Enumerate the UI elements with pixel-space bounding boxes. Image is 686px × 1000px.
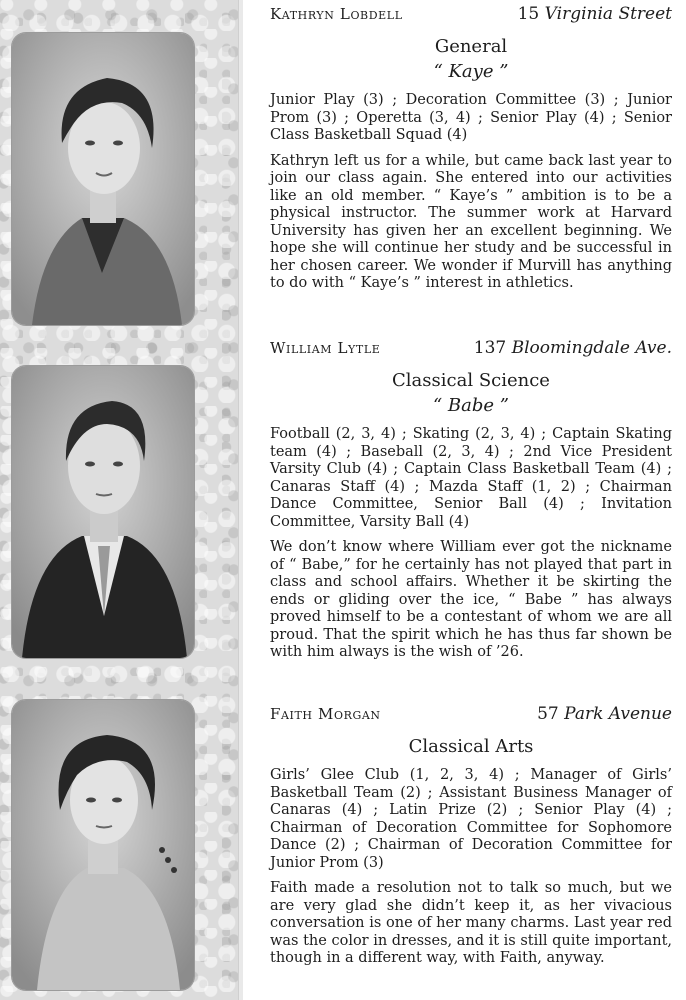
address-number: 57 — [537, 704, 559, 724]
name-row — [270, 338, 672, 360]
address-number: 15 — [517, 4, 540, 24]
student-address — [518, 4, 672, 24]
course-title: Classical Arts — [408, 736, 534, 757]
entry-kathryn-lobdell — [270, 4, 672, 293]
activities: Football (2, 3, 4) ; Skating (2, 3, 4) ; Captain Skating team (4) ; Baseball (2, 3, 4) ; 2nd Vice President Varsity Club (4) ; Captain Class Basketball Team (4) ; Canaras Staff (4) ; Mazda Staff (1, 2) ; Chairman Dance Committee, Senior Ball (4) ; Invitation Committee, Varsity Ball (4) — [270, 426, 672, 530]
student-name: William Lytle — [270, 339, 381, 357]
activities: Junior Play (3) ; Decoration Committee (3) ; Junior Prom (3) ; Operetta (3, 4) ; Senior Play (4) ; Senior Class Basketball Squad (4) — [270, 92, 672, 143]
student-name: Faith Morgan — [270, 705, 381, 723]
address-street: Virginia Street — [544, 4, 672, 24]
address-number: 137 — [473, 338, 507, 358]
student-address — [474, 338, 672, 358]
gutter-rule — [238, 0, 243, 1000]
portrait-william-lytle — [12, 366, 194, 658]
entry-william-lytle — [270, 338, 672, 662]
biography: We don’t know where William ever got the nickname of “ Babe,” for he certainly has not played that part in class and school affairs. Whether it be skirting the ends or gliding over the ice, “ Babe ” has always proved himself to be a contestant of whom we are all proud. That the spirit which he has thus far shown be with him always is the wish of ’26. — [270, 539, 672, 660]
course-title: General — [434, 36, 508, 57]
portrait-faith-morgan — [12, 700, 194, 990]
student-name: Kathryn Lobdell — [270, 5, 403, 23]
entry-faith-morgan — [270, 704, 672, 968]
nickname: “ Kaye ” — [433, 61, 509, 82]
biography: Kathryn left us for a while, but came back last year to join our class again. She entered into our activities like an old member. “ Kaye’s ” ambition is to be a physical instructor. The summer work at Harvard University has given her an excellent beginning. We hope she will continue her study and be successful in her chosen career. We wonder if Murvill has anything to do with “ Kaye’s ” interest in athletics. — [270, 152, 672, 291]
address-street: Bloomingdale Ave. — [511, 338, 672, 358]
portrait-kathryn-lobdell — [12, 33, 194, 325]
student-address — [537, 704, 672, 724]
nickname: “ Babe ” — [433, 395, 509, 416]
address-street: Park Avenue — [564, 704, 672, 724]
name-row — [270, 704, 672, 726]
biography: Faith made a resolution not to talk so much, but we are very glad she didn’t keep it, as her vivacious conversation is one of her many charms. Last year red was the color in dresses, and it is still quite important, though in a different way, with Faith, anyway. — [270, 880, 672, 966]
course-title: Classical Science — [392, 370, 550, 391]
activities: Girls’ Glee Club (1, 2, 3, 4) ; Manager of Girls’ Basketball Team (2) ; Assistant Business Manager of Canaras (4) ; Latin Prize (2) ; Senior Play (4) ; Chairman of Decoration Committee for Sophomore Dance (2) ; Chairman of Decoration Committee for Junior Prom (3) — [270, 767, 672, 871]
name-row — [270, 4, 672, 26]
